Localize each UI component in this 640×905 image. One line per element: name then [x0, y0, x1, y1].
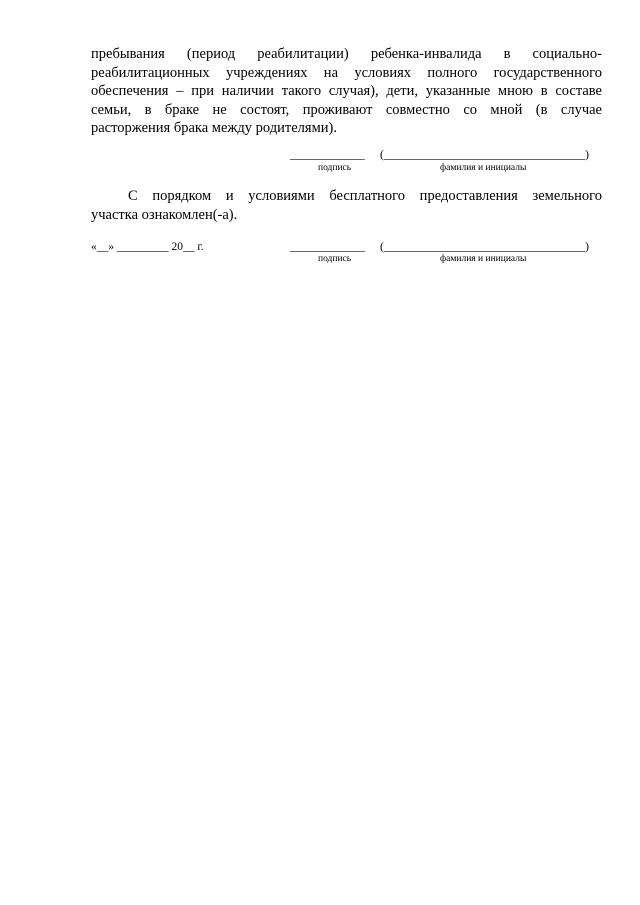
paragraph-line: расторжения брака между родителями).	[91, 120, 337, 137]
signature-caption: подпись	[318, 163, 352, 173]
name-initials-blank[interactable]: (___________________________________)	[380, 241, 589, 253]
signature-caption: подпись	[318, 254, 352, 264]
paragraph-line: обеспечения – при наличии такого случая), дети, указанные мною в составе	[91, 83, 602, 100]
consent-paragraph	[91, 45, 602, 138]
name-initials-caption: фамилия и инициалы	[440, 254, 527, 264]
paragraph-line: реабилитационных учреждениях на условиях полного государственного	[91, 64, 602, 81]
date-blank[interactable]: «__» _________ 20__ г.	[91, 241, 204, 253]
paragraph-line: участка ознакомлен(-а).	[91, 206, 238, 223]
acknowledgement-paragraph	[91, 187, 602, 224]
name-initials-blank[interactable]: (___________________________________)	[380, 149, 589, 161]
paragraph-line: семьи, в браке не состоят, проживают совместно со мной (в случае	[91, 101, 602, 118]
signature-blank[interactable]: _____________	[290, 241, 365, 253]
name-initials-caption: фамилия и инициалы	[440, 163, 527, 173]
paragraph-line: пребывания (период реабилитации) ребенка-инвалида в социально-	[91, 46, 602, 62]
signature-blank[interactable]: _____________	[290, 149, 365, 161]
paragraph-line: С порядком и условиями бесплатного предоставления земельного	[128, 188, 602, 204]
